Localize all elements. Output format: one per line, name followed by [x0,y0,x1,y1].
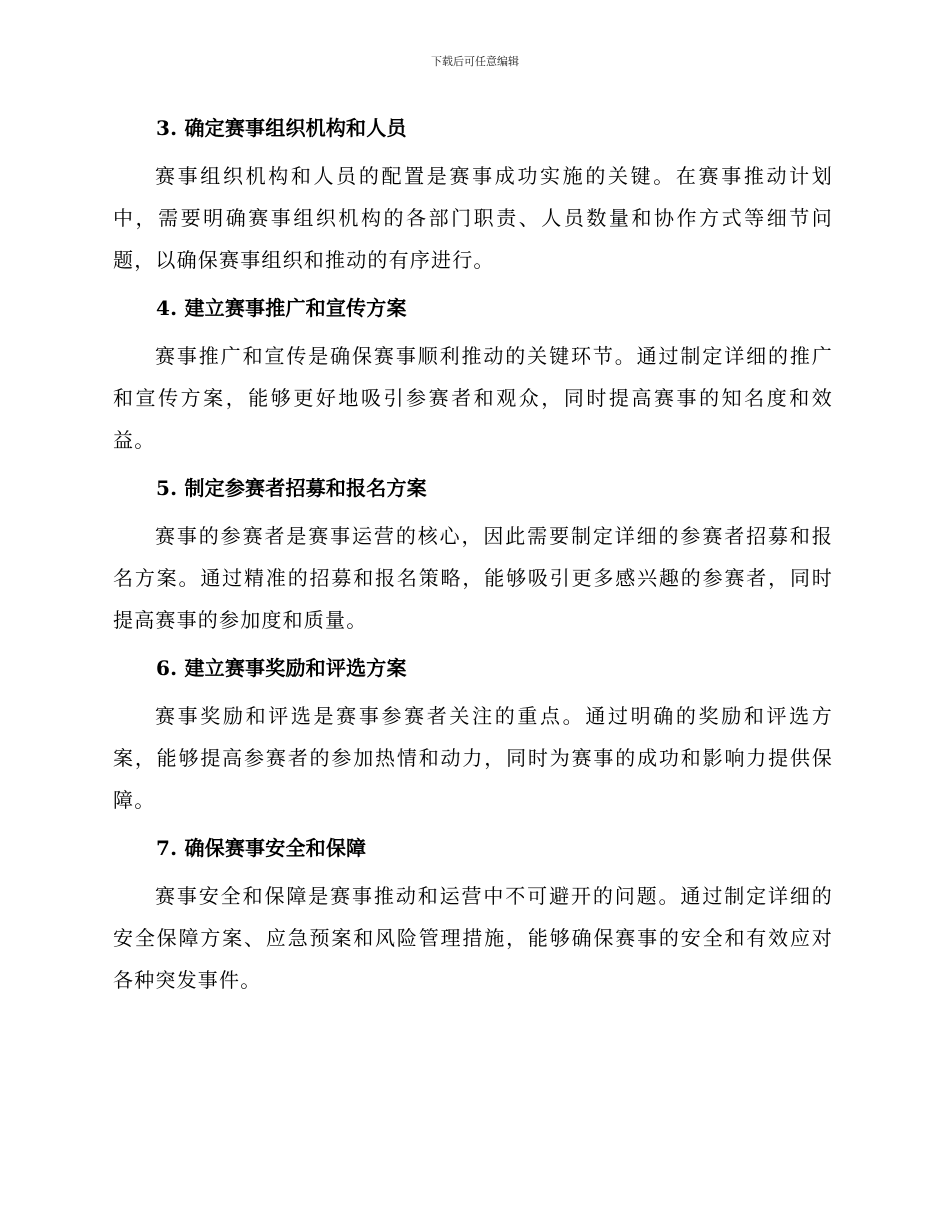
document-body [113,108,833,1008]
section-6 [113,648,833,821]
section-paragraph: 赛事安全和保障是赛事推动和运营中不可避开的问题。通过制定详细的安全保障方案、应急预案和风险管理措施，能够确保赛事的安全和有效应对各种突发事件。 [113,884,833,992]
section-7 [113,828,833,1001]
section-5 [113,468,833,641]
section-paragraph: 赛事推广和宣传是确保赛事顺利推动的关键环节。通过制定详细的推广和宣传方案，能够更好地吸引参赛者和观众，同时提高赛事的知名度和效益。 [113,344,833,452]
section-4 [113,288,833,461]
section-heading: 5. 制定参赛者招募和报名方案 [156,476,427,500]
section-3 [113,108,833,281]
section-heading: 7. 确保赛事安全和保障 [156,836,367,860]
section-paragraph: 赛事的参赛者是赛事运营的核心，因此需要制定详细的参赛者招募和报名方案。通过精准的招募和报名策略，能够吸引更多感兴趣的参赛者，同时提高赛事的参加度和质量。 [113,524,833,632]
section-heading: 4. 建立赛事推广和宣传方案 [156,296,407,320]
page-header: 下载后可任意编辑 [431,55,519,68]
section-heading: 3. 确定赛事组织机构和人员 [156,116,407,140]
section-paragraph: 赛事奖励和评选是赛事参赛者关注的重点。通过明确的奖励和评选方案，能够提高参赛者的参加热情和动力，同时为赛事的成功和影响力提供保障。 [113,704,833,812]
section-paragraph: 赛事组织机构和人员的配置是赛事成功实施的关键。在赛事推动计划中，需要明确赛事组织机构的各部门职责、人员数量和协作方式等细节问题，以确保赛事组织和推动的有序进行。 [113,164,833,272]
section-heading: 6. 建立赛事奖励和评选方案 [156,656,407,680]
